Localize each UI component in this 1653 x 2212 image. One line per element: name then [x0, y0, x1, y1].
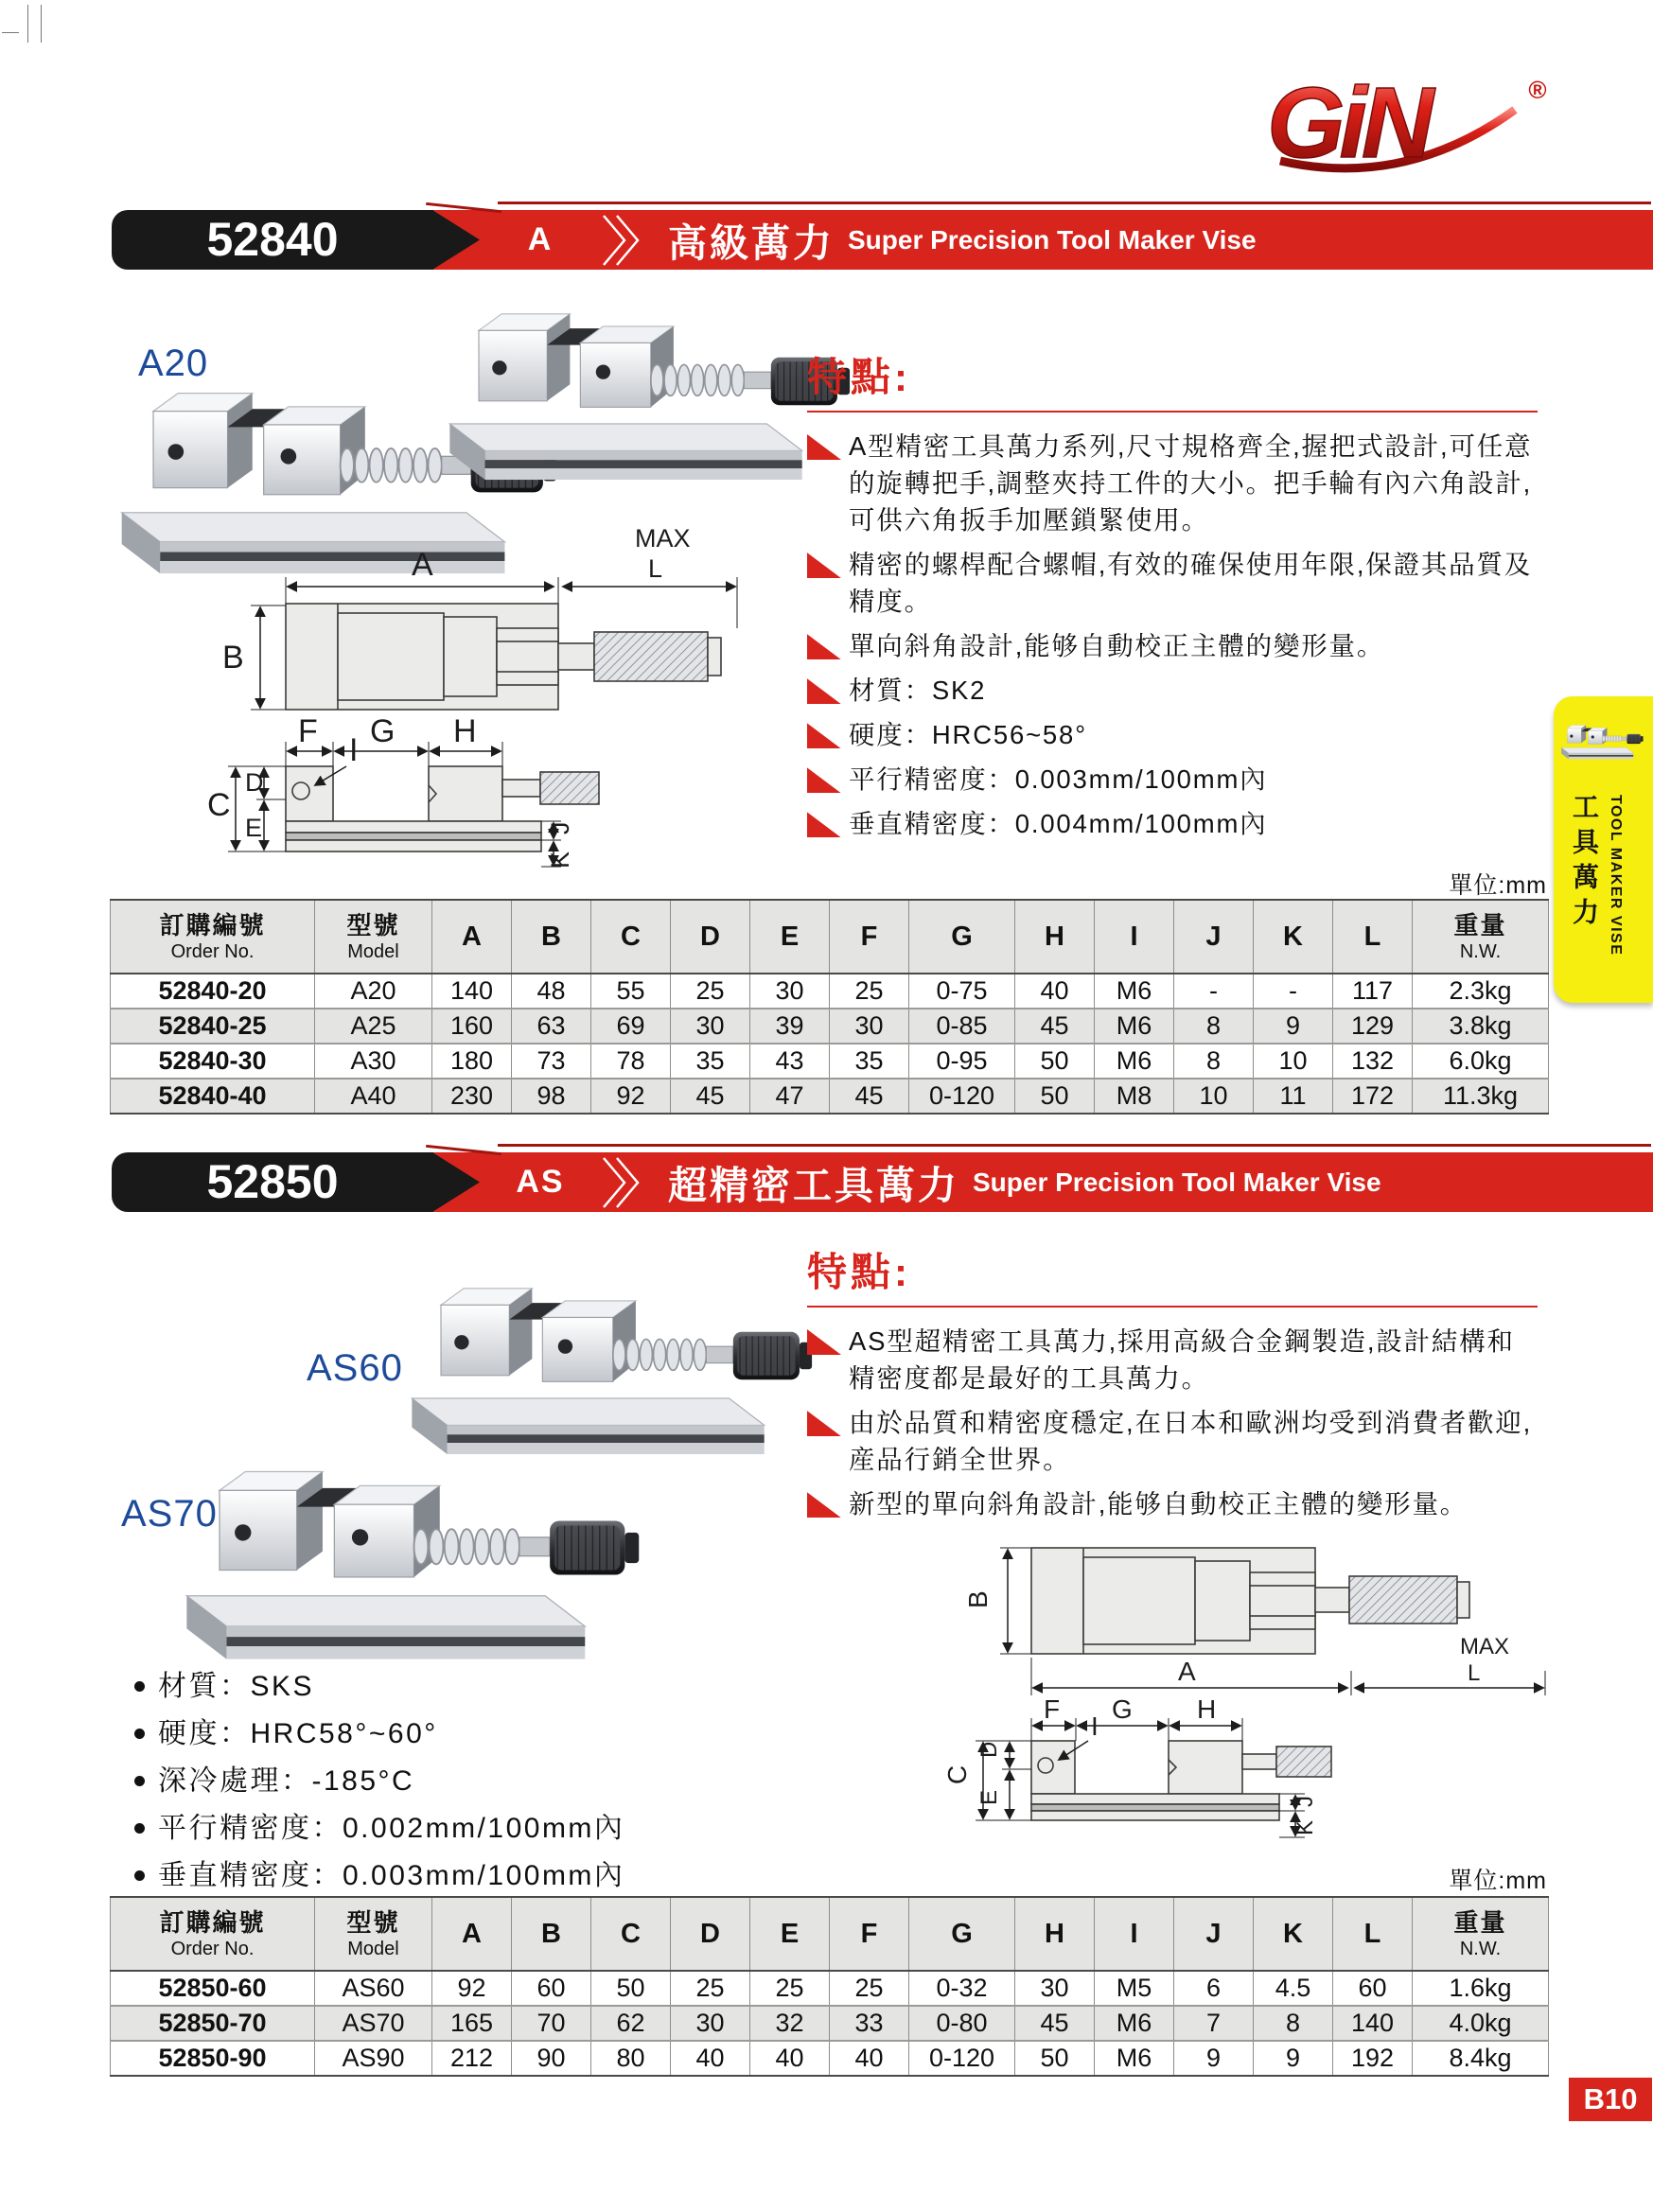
banner-accent-line	[498, 1144, 1651, 1147]
bullet-text: 材質：SK2	[849, 676, 987, 706]
bullet-text: 新型的單向斜角設計,能够自動校正主體的變形量。	[849, 1489, 1468, 1519]
svg-text:MAX: MAX	[1460, 1634, 1510, 1659]
spec-table-52850	[110, 1896, 1548, 2077]
order-no-cell: 52840-20	[111, 974, 315, 1009]
spec-item	[134, 1813, 624, 1844]
value-cell: 50	[591, 1971, 671, 2006]
spec-table	[110, 899, 1549, 1115]
dot-bullet-icon	[134, 1776, 145, 1786]
bullet-text: A型精密工具萬力系列,尺寸規格齊全,握把式設計,可任意的旋轉把手,調整夾持工件的大小。把手輪有內六角設計,可供六角扳手加壓鎖緊使用。	[849, 431, 1533, 535]
bullet-text: 平行精密度：0.002mm/100mm內	[158, 1813, 625, 1844]
svg-text:H: H	[453, 713, 477, 749]
banner-title	[668, 210, 1257, 270]
svg-text:A: A	[1178, 1657, 1196, 1686]
value-cell: 172	[1333, 1079, 1413, 1114]
value-cell: 0-120	[909, 2041, 1015, 2076]
triangle-bullet-icon	[807, 434, 841, 460]
tab-vise-thumbnail	[1558, 708, 1647, 770]
col-header: 型號 Model	[315, 1897, 432, 1971]
value-cell: 40	[671, 2041, 750, 2076]
model-label-as70: AS70	[121, 1493, 218, 1535]
triangle-bullet-icon	[807, 1492, 841, 1518]
value-cell: M6	[1095, 2041, 1174, 2076]
col-header-dim: F	[830, 900, 909, 974]
value-cell: 3.8kg	[1413, 1009, 1549, 1044]
value-cell: M8	[1095, 1079, 1174, 1114]
value-cell: M5	[1095, 1971, 1174, 2006]
feature-item	[807, 1485, 1538, 1522]
value-cell: 10	[1174, 1079, 1254, 1114]
col-header-dim: G	[909, 900, 1015, 974]
features-divider	[807, 1306, 1538, 1308]
col-header-dim: A	[432, 1897, 512, 1971]
value-cell: 9	[1254, 1009, 1333, 1044]
col-header-dim: A	[432, 900, 512, 974]
value-cell: 117	[1333, 974, 1413, 1009]
value-cell: 160	[432, 1009, 512, 1044]
value-cell: 48	[512, 974, 591, 1009]
col-header-dim: E	[750, 1897, 830, 1971]
banner-title-zh: 超精密工具萬力	[668, 1164, 959, 1207]
top-view	[1031, 1548, 1469, 1654]
side-tab-tool-maker-vise	[1554, 696, 1653, 1003]
value-cell: A40	[315, 1079, 432, 1114]
feature-item	[807, 428, 1538, 538]
svg-text:I: I	[349, 732, 359, 768]
value-cell: 8	[1174, 1009, 1254, 1044]
svg-text:L: L	[1468, 1660, 1481, 1686]
value-cell: 7	[1174, 2006, 1254, 2041]
value-cell: M6	[1095, 2006, 1174, 2041]
series-label: A	[527, 221, 554, 257]
svg-text:A: A	[412, 547, 433, 583]
banner-accent-line	[498, 202, 1651, 204]
features-block-52840	[807, 346, 1538, 850]
svg-text:I: I	[1091, 1712, 1099, 1741]
bullet-text: 垂直精密度：0.004mm/100mm內	[849, 809, 1268, 839]
value-cell: 4.0kg	[1413, 2006, 1549, 2041]
value-cell: 0-32	[909, 1971, 1015, 2006]
svg-text:J: J	[546, 821, 574, 834]
value-cell: M6	[1095, 974, 1174, 1009]
product-photo-as70	[170, 1425, 662, 1671]
value-cell: 47	[750, 1079, 830, 1114]
page-number-badge: B10	[1569, 2078, 1652, 2121]
value-cell: 92	[591, 1079, 671, 1114]
feature-item	[807, 1323, 1538, 1396]
table-row	[111, 1044, 1549, 1079]
col-header-dim: C	[591, 1897, 671, 1971]
value-cell: A20	[315, 974, 432, 1009]
dot-bullet-icon	[134, 1729, 145, 1739]
model-label-as60: AS60	[307, 1347, 403, 1389]
tab-label-zh: 工具萬力	[1570, 793, 1599, 933]
svg-text:K: K	[1293, 1819, 1318, 1835]
triangle-bullet-icon	[807, 723, 841, 748]
table-row	[111, 974, 1549, 1009]
col-header: 訂購編號 Order No.	[111, 1897, 315, 1971]
features-heading: 特點:	[807, 1250, 911, 1294]
value-cell: 50	[1015, 1079, 1095, 1114]
svg-text:C: C	[207, 787, 231, 823]
spec-table	[110, 1896, 1549, 2077]
col-header-dim: G	[909, 1897, 1015, 1971]
col-header-dim: E	[750, 900, 830, 974]
value-cell: 40	[830, 2041, 909, 2076]
bullet-text: 精密的螺桿配合螺帽,有效的確保使用年限,保證其品質及精度。	[849, 550, 1533, 617]
value-cell: 2.3kg	[1413, 974, 1549, 1009]
col-header-dim: H	[1015, 900, 1095, 974]
svg-text:F: F	[1044, 1694, 1061, 1724]
chevron-separator-icon	[598, 1157, 647, 1208]
section-banner-52850	[112, 1152, 1653, 1212]
value-cell: 8	[1174, 1044, 1254, 1079]
table-row	[111, 1971, 1549, 2006]
table-row	[111, 2041, 1549, 2076]
value-cell: 55	[591, 974, 671, 1009]
crop-mark	[41, 5, 42, 43]
spec-item	[134, 1860, 624, 1891]
col-header: 訂購編號 Order No.	[111, 900, 315, 974]
value-cell: 45	[830, 1079, 909, 1114]
triangle-bullet-icon	[807, 634, 841, 659]
triangle-bullet-icon	[807, 678, 841, 704]
bullet-text: 硬度：HRC58°~60°	[158, 1718, 438, 1749]
value-cell: 39	[750, 1009, 830, 1044]
value-cell: 0-80	[909, 2006, 1015, 2041]
value-cell: A25	[315, 1009, 432, 1044]
side-view	[286, 766, 599, 851]
value-cell: 35	[671, 1044, 750, 1079]
col-header: 重量 N.W.	[1413, 900, 1549, 974]
table-header-row	[111, 900, 1549, 974]
features-divider	[807, 411, 1538, 413]
gin-logo	[1263, 62, 1556, 184]
value-cell: 70	[512, 2006, 591, 2041]
value-cell: 4.5	[1254, 1971, 1333, 2006]
svg-text:E: E	[976, 1789, 1002, 1805]
svg-text:D: D	[245, 768, 264, 797]
value-cell: 6.0kg	[1413, 1044, 1549, 1079]
technical-drawing-52840	[175, 522, 760, 897]
bullet-text: 平行精密度：0.003mm/100mm內	[849, 764, 1268, 795]
section-banner-52840	[112, 210, 1653, 270]
value-cell: 230	[432, 1079, 512, 1114]
value-cell: 6	[1174, 1971, 1254, 2006]
value-cell: AS90	[315, 2041, 432, 2076]
product-photo-a20-large	[435, 272, 870, 490]
value-cell: 0-85	[909, 1009, 1015, 1044]
value-cell: 35	[830, 1044, 909, 1079]
side-view	[1031, 1741, 1331, 1820]
value-cell: 40	[750, 2041, 830, 2076]
svg-text:F: F	[298, 713, 318, 749]
value-cell: M6	[1095, 1044, 1174, 1079]
svg-text:G: G	[370, 713, 396, 749]
value-cell: 25	[830, 1971, 909, 2006]
dimension-annotations	[286, 713, 502, 766]
value-cell: 0-75	[909, 974, 1015, 1009]
svg-text:D: D	[976, 1741, 1002, 1758]
col-header: 重量 N.W.	[1413, 1897, 1549, 1971]
value-cell: 50	[1015, 1044, 1095, 1079]
value-cell: 25	[750, 1971, 830, 2006]
feature-item	[807, 805, 1538, 842]
value-cell: 25	[671, 974, 750, 1009]
value-cell: 8.4kg	[1413, 2041, 1549, 2076]
order-no-cell: 52840-25	[111, 1009, 315, 1044]
col-header-dim: L	[1333, 900, 1413, 974]
series-label: AS	[516, 1164, 565, 1200]
value-cell: 129	[1333, 1009, 1413, 1044]
triangle-bullet-icon	[807, 1411, 841, 1436]
dot-bullet-icon	[134, 1870, 145, 1881]
svg-text:J: J	[1293, 1796, 1318, 1807]
product-code: 52850	[206, 1155, 339, 1208]
tab-label-en: TOOL MAKER VISE	[1608, 795, 1624, 957]
technical-drawing-52850	[941, 1521, 1556, 1875]
value-cell: 45	[1015, 2006, 1095, 2041]
crop-mark	[2, 32, 19, 33]
value-cell: 60	[1333, 1971, 1413, 2006]
banner-title	[668, 1152, 1381, 1212]
svg-text:L: L	[648, 554, 663, 583]
svg-text:K: K	[546, 851, 574, 869]
value-cell: 80	[591, 2041, 671, 2076]
col-header-dim: C	[591, 900, 671, 974]
product-code: 52840	[206, 213, 339, 266]
value-cell: 50	[1015, 2041, 1095, 2076]
banner-title-en: Super Precision Tool Maker Vise	[848, 224, 1257, 255]
value-cell: 132	[1333, 1044, 1413, 1079]
value-cell: 30	[671, 2006, 750, 2041]
value-cell: 0-95	[909, 1044, 1015, 1079]
svg-text:C: C	[942, 1764, 972, 1784]
order-no-cell: 52850-90	[111, 2041, 315, 2076]
chevron-separator-icon	[598, 215, 647, 266]
value-cell: A30	[315, 1044, 432, 1079]
value-cell: 180	[432, 1044, 512, 1079]
value-cell: 11	[1254, 1079, 1333, 1114]
value-cell: AS70	[315, 2006, 432, 2041]
value-cell: 212	[432, 2041, 512, 2076]
bullet-text: 由於品質和精密度穩定,在日本和歐洲均受到消費者歡迎,産品行銷全世界。	[849, 1408, 1533, 1475]
value-cell: AS60	[315, 1971, 432, 2006]
value-cell: 1.6kg	[1413, 1971, 1549, 2006]
table-header-row	[111, 1897, 1549, 1971]
value-cell: 73	[512, 1044, 591, 1079]
order-no-cell: 52840-40	[111, 1079, 315, 1114]
table-row	[111, 1079, 1549, 1114]
bullet-text: 單向斜角設計,能够自動校正主體的變形量。	[849, 631, 1385, 661]
order-no-cell: 52850-70	[111, 2006, 315, 2041]
bullet-text: AS型超精密工具萬力,採用高級合金鋼製造,設計結構和精密度都是最好的工具萬力。	[849, 1326, 1515, 1394]
value-cell: 98	[512, 1079, 591, 1114]
material-specs-list	[134, 1671, 624, 1907]
value-cell: -	[1174, 974, 1254, 1009]
features-heading: 特點:	[807, 355, 911, 399]
col-header-dim: D	[671, 900, 750, 974]
value-cell: 32	[750, 2006, 830, 2041]
features-list	[807, 428, 1538, 842]
spec-item	[134, 1765, 624, 1797]
table-row	[111, 2006, 1549, 2041]
value-cell: 9	[1174, 2041, 1254, 2076]
svg-text:E: E	[245, 814, 263, 842]
value-cell: 165	[432, 2006, 512, 2041]
top-view	[286, 604, 721, 710]
bullet-text: 材質：SKS	[158, 1671, 315, 1702]
triangle-bullet-icon	[807, 1329, 841, 1355]
value-cell: 45	[1015, 1009, 1095, 1044]
value-cell: 43	[750, 1044, 830, 1079]
col-header-dim: D	[671, 1897, 750, 1971]
value-cell: 40	[1015, 974, 1095, 1009]
value-cell: 10	[1254, 1044, 1333, 1079]
value-cell: -	[1254, 974, 1333, 1009]
spec-table-52840	[110, 899, 1548, 1115]
spec-item	[134, 1671, 624, 1702]
features-block-52850	[807, 1241, 1538, 1530]
col-header-dim: J	[1174, 900, 1254, 974]
value-cell: 63	[512, 1009, 591, 1044]
value-cell: 0-120	[909, 1079, 1015, 1114]
dimension-annotations	[963, 1548, 1031, 1654]
svg-text:H: H	[1197, 1694, 1217, 1724]
svg-text:B: B	[222, 640, 244, 676]
feature-item	[807, 627, 1538, 664]
value-cell: 8	[1254, 2006, 1333, 2041]
order-no-cell: 52850-60	[111, 1971, 315, 2006]
value-cell: 78	[591, 1044, 671, 1079]
value-cell: 30	[671, 1009, 750, 1044]
value-cell: 11.3kg	[1413, 1079, 1549, 1114]
col-header-dim: J	[1174, 1897, 1254, 1971]
col-header-dim: H	[1015, 1897, 1095, 1971]
svg-text:G: G	[1112, 1694, 1133, 1724]
col-header-dim: B	[512, 1897, 591, 1971]
value-cell: 60	[512, 1971, 591, 2006]
bullet-text: 深冷處理：-185°C	[158, 1765, 415, 1797]
feature-item	[807, 761, 1538, 798]
value-cell: 90	[512, 2041, 591, 2076]
value-cell: 30	[750, 974, 830, 1009]
unit-label: 單位:mm	[1449, 1868, 1547, 1894]
unit-label: 單位:mm	[1449, 872, 1547, 899]
triangle-bullet-icon	[807, 812, 841, 837]
value-cell: 140	[1333, 2006, 1413, 2041]
feature-item	[807, 546, 1538, 620]
value-cell: 62	[591, 2006, 671, 2041]
svg-text:B: B	[963, 1590, 993, 1608]
value-cell: 25	[671, 1971, 750, 2006]
value-cell: 92	[432, 1971, 512, 2006]
value-cell: 30	[1015, 1971, 1095, 2006]
col-header-dim: K	[1254, 1897, 1333, 1971]
dot-bullet-icon	[134, 1823, 145, 1834]
col-header-dim: K	[1254, 900, 1333, 974]
banner-title-zh: 高級萬力	[668, 221, 835, 265]
col-header-dim: F	[830, 1897, 909, 1971]
value-cell: 140	[432, 974, 512, 1009]
value-cell: M6	[1095, 1009, 1174, 1044]
value-cell: 33	[830, 2006, 909, 2041]
value-cell: 45	[671, 1079, 750, 1114]
crop-mark	[27, 5, 28, 43]
col-header-dim: B	[512, 900, 591, 974]
value-cell: 30	[830, 1009, 909, 1044]
value-cell: 69	[591, 1009, 671, 1044]
col-header-dim: I	[1095, 1897, 1174, 1971]
col-header-dim: I	[1095, 900, 1174, 974]
logo-text: GiN	[1267, 67, 1429, 179]
feature-item	[807, 716, 1538, 753]
bullet-text: 硬度：HRC56~58°	[849, 720, 1087, 750]
triangle-bullet-icon	[807, 767, 841, 793]
svg-text:MAX: MAX	[635, 524, 691, 553]
table-row	[111, 1009, 1549, 1044]
col-header: 型號 Model	[315, 900, 432, 974]
col-header-dim: L	[1333, 1897, 1413, 1971]
order-no-cell: 52840-30	[111, 1044, 315, 1079]
dot-bullet-icon	[134, 1681, 145, 1692]
value-cell: 192	[1333, 2041, 1413, 2076]
bullet-text: 垂直精密度：0.003mm/100mm內	[158, 1860, 625, 1891]
spec-item	[134, 1718, 624, 1749]
value-cell: 9	[1254, 2041, 1333, 2076]
registered-mark: ®	[1528, 76, 1547, 104]
features-list	[807, 1323, 1538, 1522]
feature-item	[807, 672, 1538, 709]
value-cell: 25	[830, 974, 909, 1009]
feature-item	[807, 1404, 1538, 1478]
model-label-a20: A20	[138, 342, 209, 384]
banner-title-en: Super Precision Tool Maker Vise	[973, 1167, 1381, 1197]
triangle-bullet-icon	[807, 553, 841, 578]
